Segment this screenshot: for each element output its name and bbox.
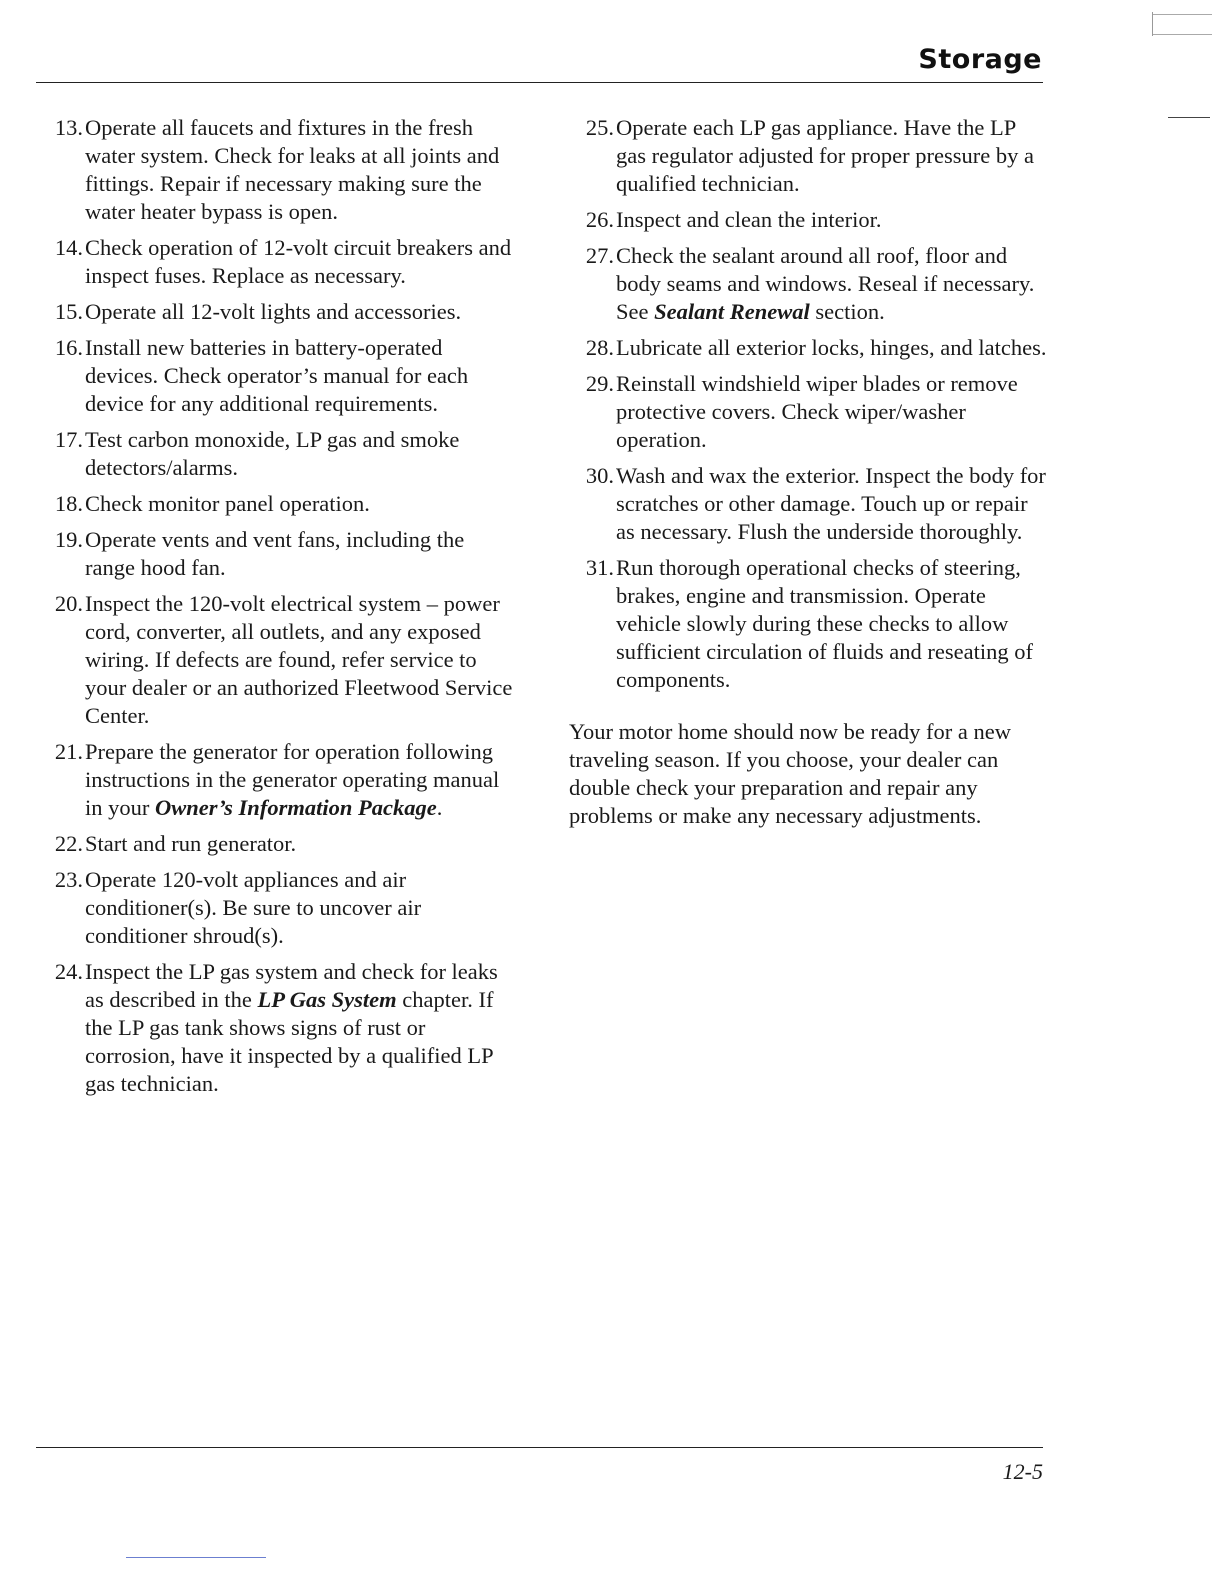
item-number: 26. <box>585 207 614 232</box>
list-item <box>47 334 517 418</box>
list-item <box>578 114 1048 198</box>
item-text-post: section. <box>809 299 885 324</box>
item-text-pre: Inspect the LP gas system and check for leaks as described in the <box>85 959 498 1012</box>
list-item <box>47 298 517 326</box>
item-number: 28. <box>585 335 614 360</box>
item-number: 29. <box>585 371 614 396</box>
item-text-pre: Prepare the generator for operation following instructions in the generator operating manual in your <box>85 739 500 820</box>
item-number: 25. <box>585 115 614 140</box>
page-header-title: Storage <box>918 44 1042 75</box>
item-text: Operate 120-volt appliances and air conditioner(s). Be sure to uncover air conditioner shroud(s). <box>85 867 422 948</box>
item-number: 27. <box>585 243 614 268</box>
item-text <box>616 242 1048 326</box>
item-text: Inspect and clean the interior. <box>616 207 882 232</box>
item-text: Wash and wax the exterior. Inspect the body for scratches or other damage. Touch up or repair as necessary. Flush the underside thoroughly. <box>616 463 1046 544</box>
scan-artifact-line <box>126 1557 266 1558</box>
item-number: 20. <box>54 591 83 616</box>
list-item <box>578 206 1048 234</box>
item-text-post: . <box>436 795 443 820</box>
item-number: 19. <box>54 527 83 552</box>
list-item <box>47 526 517 582</box>
page-number: 12-5 <box>1002 1459 1043 1484</box>
item-number: 21. <box>54 739 83 764</box>
footer-rule <box>36 1447 1043 1448</box>
list-item <box>578 334 1048 362</box>
lp-gas-system-reference: LP Gas System <box>257 987 397 1012</box>
list-item <box>47 114 517 226</box>
list-item <box>47 590 517 730</box>
item-number: 24. <box>54 959 83 984</box>
list-item <box>47 426 517 482</box>
list-item <box>578 242 1048 326</box>
item-text: Operate vents and vent fans, including the range hood fan. <box>85 527 465 580</box>
item-number: 15. <box>54 299 83 324</box>
list-item <box>578 554 1048 694</box>
tab-edge-mark <box>1152 34 1212 35</box>
item-text: Install new batteries in battery-operated devices. Check operator’s manual for each device for any additional requirements. <box>85 335 469 416</box>
list-item <box>578 462 1048 546</box>
item-text <box>85 738 517 822</box>
item-text: Start and run generator. <box>85 831 297 856</box>
item-number: 17. <box>54 427 83 452</box>
item-text: Check monitor panel operation. <box>85 491 370 516</box>
tab-edge-mark <box>1152 12 1153 36</box>
item-text: Check operation of 12-volt circuit breakers and inspect fuses. Replace as necessary. <box>85 235 512 288</box>
right-column <box>569 114 1048 853</box>
item-text: Reinstall windshield wiper blades or remove protective covers. Check wiper/washer operation. <box>616 371 1018 452</box>
left-column <box>47 114 517 1106</box>
owners-information-package-reference: Owner’s Information Package <box>155 795 437 820</box>
list-item <box>47 234 517 290</box>
list-item <box>47 490 517 518</box>
closing-paragraph: Your motor home should now be ready for a new traveling season. If you choose, your dealer can double check your preparation and repair any problems or make any necessary adjustments. <box>569 719 1012 828</box>
item-text: Inspect the 120-volt electrical system – power cord, converter, all outlets, and any exposed wiring. If defects are found, refer service to your dealer or an authorized Fleetwood Service Center. <box>85 591 513 728</box>
item-text: Operate each LP gas appliance. Have the LP gas regulator adjusted for proper pressure by a qualified technician. <box>616 115 1034 196</box>
item-number: 14. <box>54 235 83 260</box>
list-item <box>47 738 517 822</box>
item-number: 23. <box>54 867 83 892</box>
item-number: 13. <box>54 115 83 140</box>
list-item <box>47 866 517 950</box>
item-text: Run thorough operational checks of steering, brakes, engine and transmission. Operate vehicle slowly during these checks to allow sufficient circulation of fluids and reseating of components. <box>616 555 1033 692</box>
list-item <box>578 370 1048 454</box>
sealant-renewal-reference: Sealant Renewal <box>654 299 810 324</box>
item-text: Operate all faucets and fixtures in the fresh water system. Check for leaks at all joints and fittings. Repair if necessary making sure the water heater bypass is open. <box>85 115 500 224</box>
item-text: Lubricate all exterior locks, hinges, and latches. <box>616 335 1047 360</box>
header-rule <box>36 82 1043 83</box>
list-item <box>47 830 517 858</box>
item-number: 22. <box>54 831 83 856</box>
item-number: 31. <box>585 555 614 580</box>
item-number: 18. <box>54 491 83 516</box>
item-text-pre: Check the sealant around all roof, floor and body seams and windows. Reseal if necessary. See <box>616 243 1035 324</box>
item-number: 30. <box>585 463 614 488</box>
item-text <box>85 958 517 1098</box>
list-item <box>47 958 517 1098</box>
item-text: Operate all 12-volt lights and accessories. <box>85 299 462 324</box>
item-text: Test carbon monoxide, LP gas and smoke detectors/alarms. <box>85 427 460 480</box>
item-text-post: chapter. If the LP gas tank shows signs of rust or corrosion, have it inspected by a qualified LP gas technician. <box>85 987 494 1096</box>
item-number: 16. <box>54 335 83 360</box>
tab-edge-mark <box>1168 117 1210 118</box>
tab-edge-mark <box>1152 14 1212 15</box>
